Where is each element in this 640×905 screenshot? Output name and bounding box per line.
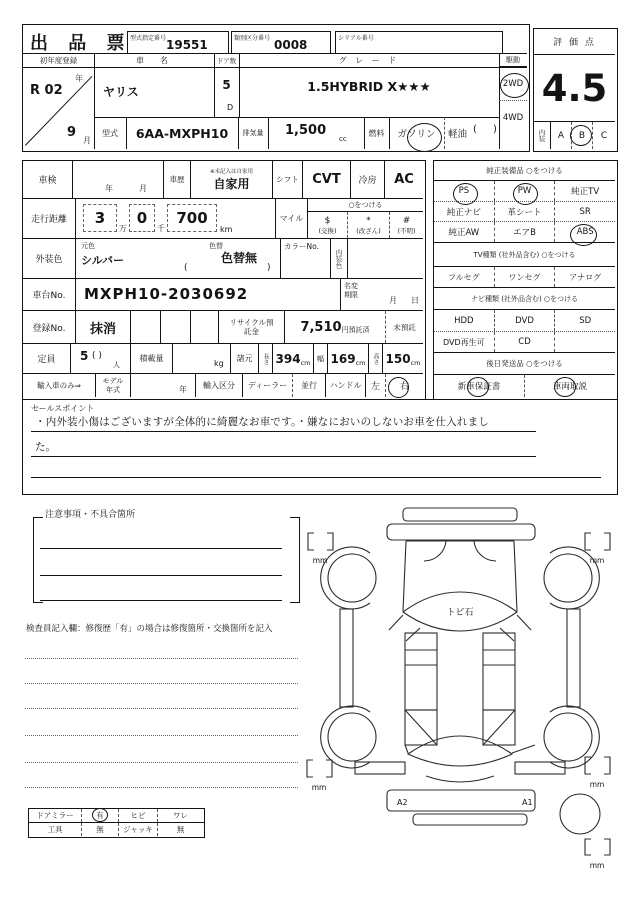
drive-4wd-option: 4WD [502,113,524,123]
sales-point-box [22,399,618,495]
model-code-value: 6AA-MXPH10 [135,125,229,141]
navi-empty-cell [555,332,615,352]
odometer-label: 走行距離 [23,199,76,238]
registration-empty-cell [191,311,219,343]
serial-number-label: シリアル番号 [338,35,374,42]
circle-handle-right-selected [388,377,409,398]
trunk-line [426,776,494,782]
break-label: ワレ [173,811,188,820]
fuel-gasoline-option: ガソリン [397,129,436,140]
length-unit: cm [300,358,311,367]
checks-table [28,808,205,838]
length-label: 長さ [262,352,269,365]
recycle-amount-cell [285,311,386,343]
shaken-label: 車検 [23,161,73,198]
grid-line [444,117,445,149]
tools-value: 無 [82,823,119,836]
hash-option [390,212,423,238]
model-year-label: モデル年式 [102,376,124,394]
registration-no-label: 登録No. [23,311,76,343]
shift-label: シフト [273,161,303,198]
serial-number-box [335,31,503,54]
equipment-airbag: エアB [495,222,556,242]
car-name-label: 車 名 [136,56,172,65]
circle-manual-selected [554,377,576,397]
c-pillar-lines [405,745,535,753]
hash-symbol: # [402,215,411,226]
registration-no-value: 抹消 [76,311,131,343]
equipment-aw: 純正AW [434,222,495,242]
circle-door-mirror-selected [92,808,108,822]
equipment-sr: SR [579,206,591,217]
car-name-value: ヤリス [103,85,139,99]
color-paren-open: ( [184,263,188,273]
tv-fullseg: フルセグ [434,267,495,287]
notes-blank-line [40,548,282,549]
navi-dvd-play: DVD再生可 [434,332,495,352]
name-change-day-unit: 日 [411,296,419,305]
color-change-value: 色替無 [221,251,258,265]
ac-label: 冷房 [351,161,385,198]
equipment-navi: 純正ナビ [434,202,495,221]
name-change-label: 名変期限 [344,282,358,300]
circle-abs-selected [570,224,597,246]
star-sub: (改ざん) [356,226,381,235]
equipment-pw: PW [495,181,556,201]
navi-type-row [434,332,615,353]
history-value: 自家用 [213,177,250,191]
specs-label: 諸元 [231,344,259,373]
circle-2wd-selected [500,73,529,98]
capacity-row [23,344,423,374]
front-left-wheel [328,554,376,602]
odometer-rest-digits: 700 [167,204,217,232]
width-cell [328,344,369,373]
front-right-mm-brackets [585,533,610,550]
displacement-label: 排気量 [242,129,264,137]
drive-label: 駆動 [499,54,527,67]
right-rear-door-diagonal [483,710,515,745]
class-number-box [231,31,331,54]
notes-blank-line [40,575,282,576]
rear-window [408,736,512,766]
equipment-row [434,202,615,222]
type-approval-label: 型式指定番号 [130,35,167,42]
circle-warranty-selected [467,377,489,397]
equipment-header: 純正装備品 ○をつける [434,161,615,181]
front-right-wheel [544,554,592,602]
load-label: 積載量 [131,344,173,373]
doors-label: ドア数 [216,57,237,65]
parallel-option: 並行 [293,374,326,397]
first-registration-label: 初年度登録 [39,56,78,65]
front-left-mm-brackets [308,533,333,550]
navi-hdd: HDD [434,310,495,331]
notes-label: 注意事項・不具合箇所 [45,510,136,520]
interior-color-value-cell [348,239,423,278]
odometer-cell [76,199,276,238]
capacity-value: 5 [80,349,89,363]
jack-value: 無 [176,825,185,834]
sales-point-line1: ・内外装小傷はございますが全体的に綺麗なお車です。・嫌なにおいのしないお車を仕入れまし [35,416,490,428]
inspector-line [25,735,298,736]
inspector-note-label: 検査員記入欄：修復歴「有」の場合は修復箇所・交換箇所を記入 [26,624,273,634]
sales-point-line2: た。 [35,441,56,453]
left-door-panel [405,633,437,710]
odometer-man-unit: 万 [119,224,127,233]
equipment-tv: 純正TV [571,187,600,197]
warranty-book-option: 新車保証書 [434,375,525,397]
headlight-right-arc [474,541,496,561]
inspector-line [25,708,298,709]
doors-value: 5 [222,78,231,92]
shaken-month-unit: 月 [139,184,147,193]
odometer-unit: km [220,225,233,234]
height-label: 高さ [372,352,379,365]
capacity-paren: ( ) [92,351,102,361]
color-no-label: カラーNo. [284,242,319,251]
later-shipment-row [434,375,615,397]
capacity-label: 定員 [23,344,71,373]
type-approval-box [127,31,229,54]
hash-sub: (不明) [397,226,416,235]
interior-color-label: 内装色 [334,248,343,269]
equipment-ps: PS [434,181,495,201]
load-unit: kg [214,359,224,368]
checks-row [29,823,204,836]
interior-grade-c: C [600,130,608,141]
door-mirror-label: ドアミラー [29,809,82,822]
damage-code-a2: A2 [397,798,408,807]
load-cell [173,344,231,373]
import-only-label: 輸入車のみ⇒ [23,374,96,397]
right-quarter-panel [515,762,565,774]
inspector-line [25,762,298,763]
color-change-label: 色替 [209,242,223,250]
mile-option: マイル [276,199,308,238]
hood-left-edge [403,541,406,611]
ac-value: AC [394,172,414,187]
notes-blank-line [40,600,282,601]
sheet-title: 出 品 票 [30,33,132,54]
exterior-color-cell [76,239,281,278]
odometer-sen-unit: 千 [157,224,165,233]
recycle-amount: 7,510 [300,319,342,335]
sales-underline [31,431,536,432]
history-label: 車歴 [164,161,191,198]
rear-bumper [387,790,535,811]
right-door-dividers [483,650,515,665]
navi-type-row [434,310,615,332]
rear-left-wheel [328,713,376,761]
grid-line [23,67,527,68]
recycle-amount-suffix: 円預託済 [341,326,370,334]
circle-interior-b-selected [570,125,592,146]
fuel-paren-close: ) [493,124,497,135]
shaken-year-unit: 年 [105,184,113,193]
rating-label: 評 価 点 [534,29,615,55]
handle-right-option: 右 [399,382,409,392]
chassis-no-cell [76,279,341,310]
mm-unit-label: mm [589,861,605,870]
car-damage-diagram [300,505,640,905]
rating-score: 4.5 [541,66,608,110]
vehicle-manual-option: 車両取説 [552,382,587,392]
inspector-line [25,683,298,684]
grade-value: 1.5HYBRID X★★★ [307,78,431,94]
width-unit: cm [355,358,366,367]
circle-ps-selected [453,183,478,205]
drive-2wd-option: 2WD [499,67,527,101]
dollar-sub: (交換) [318,226,337,235]
grade-label: グ レ ー ド [338,56,400,65]
top-block [22,24,530,152]
detail-block [22,160,426,400]
length-label-cell [259,344,273,373]
crack-label: ヒビ [119,809,158,822]
displacement-unit: cc [339,135,347,143]
import-division-label: 輸入区分 [196,374,243,397]
capacity-unit: 人 [113,361,120,369]
handle-left-option: 左 [366,374,386,397]
color-paren-close: ) [267,263,271,273]
fuel-diesel-option: 軽油 [448,129,468,140]
left-quarter-panel [355,762,405,774]
rear-right-wheel [544,713,592,761]
rear-left-mm-brackets [307,760,332,777]
odometer-row [23,199,423,239]
tools-label: 工具 [29,823,82,836]
dollar-symbol: $ [324,215,331,226]
right-door-panel [483,633,515,710]
model-year-unit: 年 [179,385,187,394]
handle-label: ハンドル [326,374,366,397]
model-year-label-cell [96,374,131,397]
reg-era-value: R 02 [30,83,63,98]
height-value: 150 [385,351,411,366]
header-strip [23,25,527,54]
length-value: 394 [275,351,301,366]
not-deposited-option: 未預託 [393,322,416,332]
original-color-label: 元色 [81,242,95,250]
import-row [23,374,423,397]
exterior-color-label: 外装色 [23,239,76,278]
dealer-option: ディーラー [243,374,293,397]
fuel-label: 燃料 [368,128,385,138]
interior-grade-b: B [572,122,593,149]
rear-right-mm-brackets [585,757,610,774]
reg-month-value: 9 [67,125,77,140]
sales-point-label: セールスポイント [31,404,95,413]
inspection-row [23,161,423,199]
notes-bracket-right [290,517,300,603]
mm-unit-label: mm [312,556,328,565]
length-cell [273,344,314,373]
reg-year-unit: 年 [75,74,83,83]
shaken-date-cell [73,161,164,198]
spare-tire [560,794,600,834]
odometer-flag-section [308,199,423,238]
circle-note: ○をつける [308,199,423,212]
checks-row [29,809,204,823]
registration-row [23,311,423,344]
right-rocker-panel [567,609,580,707]
stone-chip-note: トビ石 [446,608,474,618]
star-symbol: * [366,215,371,226]
dollar-option [308,212,348,238]
interior-label-cell [534,122,551,149]
notes-bracket-left [33,517,43,603]
circle-pw-selected [513,183,538,205]
doors-code: D [227,103,234,112]
chassis-row [23,279,423,311]
navi-dvd: DVD [495,310,556,331]
name-change-month-unit: 月 [389,296,397,305]
sales-underline [31,477,601,478]
headlight-left-arc [424,541,446,561]
left-rear-door-diagonal [405,710,437,745]
height-unit: cm [410,358,421,367]
color-row [23,239,423,279]
equipment-leather: 革シート [495,202,556,221]
sales-underline [31,456,536,457]
jack-label: ジャッキ [119,823,158,836]
odometer-man-digit: 3 [83,204,117,232]
model-year-cell [131,374,196,397]
inspector-line [25,658,298,659]
tv-type-header: TV種類 (社外品含む) ○をつける [434,243,615,267]
registration-empty-cell [131,311,161,343]
navi-sd: SD [579,315,592,326]
mm-unit-label: mm [311,783,327,792]
spare-mm-brackets [585,839,610,855]
star-option [348,212,390,238]
width-label: 幅 [314,344,328,373]
name-change-cell [341,279,423,310]
navi-type-header: ナビ種類 (社外品含む) ○をつける [434,288,615,310]
damage-code-a1: A1 [522,798,533,807]
front-plate-strip [403,508,517,521]
grid-line [268,117,269,149]
history-cell [191,161,273,198]
height-label-cell [369,344,383,373]
rear-plate-strip [413,814,527,825]
tv-oneseg: ワンセグ [495,267,556,287]
circle-gasoline-selected [407,123,442,152]
tv-type-row [434,267,615,288]
registration-empty-cell [161,311,191,343]
mm-unit-label: mm [589,556,605,565]
equipment-abs: ABS [576,227,594,237]
interior-grade-a: A [551,122,572,149]
door-mirror-value: 有 [82,809,119,822]
inspector-line [25,787,298,788]
later-shipment-header: 後日発送品 ○をつける [434,353,615,375]
interior-label: 内装 [537,129,546,142]
history-note: ※未記入は自家用 [209,169,254,175]
hood-right-edge [514,541,517,611]
chassis-no-label: 車台No. [23,279,76,310]
model-code-label: 型式 [102,128,118,138]
type-approval-value: 19551 [166,38,208,52]
left-rocker-panel [340,609,353,707]
class-number-value: 0008 [274,38,308,52]
a-pillar-lines [389,615,531,641]
fuel-paren-open: ( [473,124,477,135]
shift-value: CVT [303,161,351,198]
odometer-sen-digit: 0 [129,204,155,232]
navi-cd: CD [495,332,556,352]
class-number-label: 類別区分番号 [234,35,271,42]
recycle-label-cell [219,311,285,343]
mm-unit-label: mm [589,780,605,789]
interior-color-label-cell [331,239,348,278]
height-cell [383,344,423,373]
color-no-cell [281,239,331,278]
chassis-no-value: MXPH10-2030692 [84,285,249,303]
capacity-cell [71,344,131,373]
front-bumper [387,524,535,540]
recycle-label: リサイクル預託金 [229,317,274,336]
displacement-value: 1,500 [285,123,327,138]
original-color-value: シルバー [81,254,124,267]
reg-month-unit: 月 [83,136,91,145]
width-value: 169 [330,351,356,366]
left-door-dividers [405,650,437,665]
tv-analog: アナログ [569,272,602,282]
